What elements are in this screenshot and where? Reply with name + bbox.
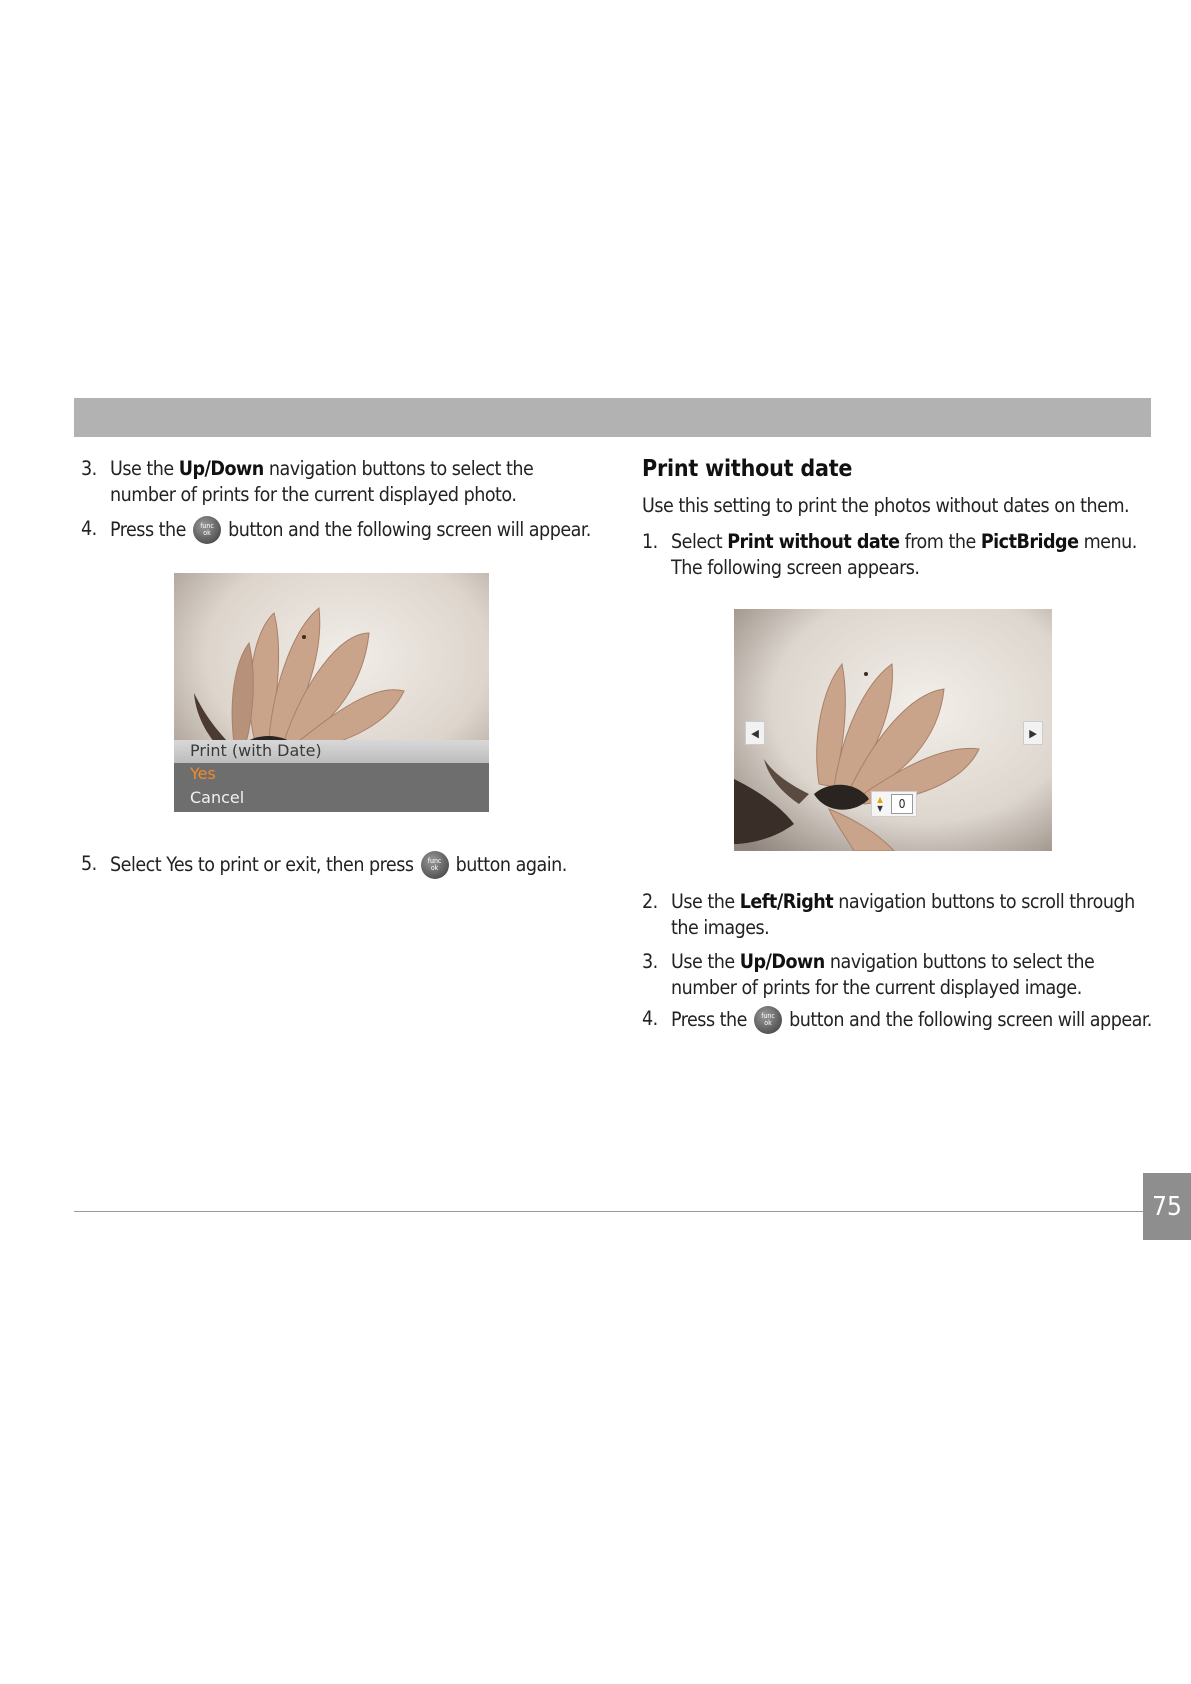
step-text: Use the Left/Right navigation buttons to scroll through the images. [671,890,1135,939]
menu-option-yes[interactable]: Yes [190,764,216,783]
right-step-1 [642,529,1162,581]
func-ok-button-icon: func ok [754,1006,782,1034]
step-text: Select Yes to print or exit, then press func ok button again. [110,851,567,879]
page-number: 75 [1143,1173,1191,1240]
right-arrow-icon[interactable]: ▶ [1023,721,1043,745]
footer-divider [74,1211,1144,1212]
right-step-4 [642,1006,1172,1036]
camera-screen-print-with-date [174,573,489,812]
left-arrow-icon[interactable]: ◀ [745,721,765,745]
left-step-4 [81,516,601,546]
up-down-arrows-icon[interactable]: ▲ ▼ [877,795,883,813]
step-number: 4. [81,517,97,540]
left-step-3 [81,456,601,508]
step-number: 3. [81,457,97,480]
menu-option-cancel[interactable]: Cancel [190,788,245,807]
print-count-stepper[interactable] [871,791,917,817]
step-number: 1. [642,530,658,553]
print-count-value: 0 [891,794,913,814]
func-ok-button-icon: func ok [421,851,449,879]
step-text: Use the Up/Down navigation buttons to select the number of prints for the current displayed photo. [110,457,534,506]
step-number: 2. [642,890,658,913]
func-ok-button-icon: func ok [193,516,221,544]
step-number: 4. [642,1007,658,1030]
step-text: Press the func ok button and the following screen will appear. [110,516,591,544]
menu-options [174,763,489,812]
step-text: Use the Up/Down navigation buttons to select the number of prints for the current displayed image. [671,950,1095,999]
right-step-3 [642,949,1162,1001]
step-text: Select Print without date from the PictBridge menu. The following screen appears. [671,530,1137,579]
camera-screen-print-without-date [734,609,1052,851]
left-step-5 [81,851,601,881]
header-bar [74,398,1151,437]
menu-title-bar [174,740,489,763]
step-number: 5. [81,852,97,875]
section-intro: Use this setting to print the photos without dates on them. [642,494,1130,517]
menu-title: Print (with Date) [190,741,322,760]
step-text: Press the func ok button and the following screen will appear. [671,1006,1152,1034]
right-step-2 [642,889,1162,941]
section-title: Print without date [642,456,853,482]
step-number: 3. [642,950,658,973]
